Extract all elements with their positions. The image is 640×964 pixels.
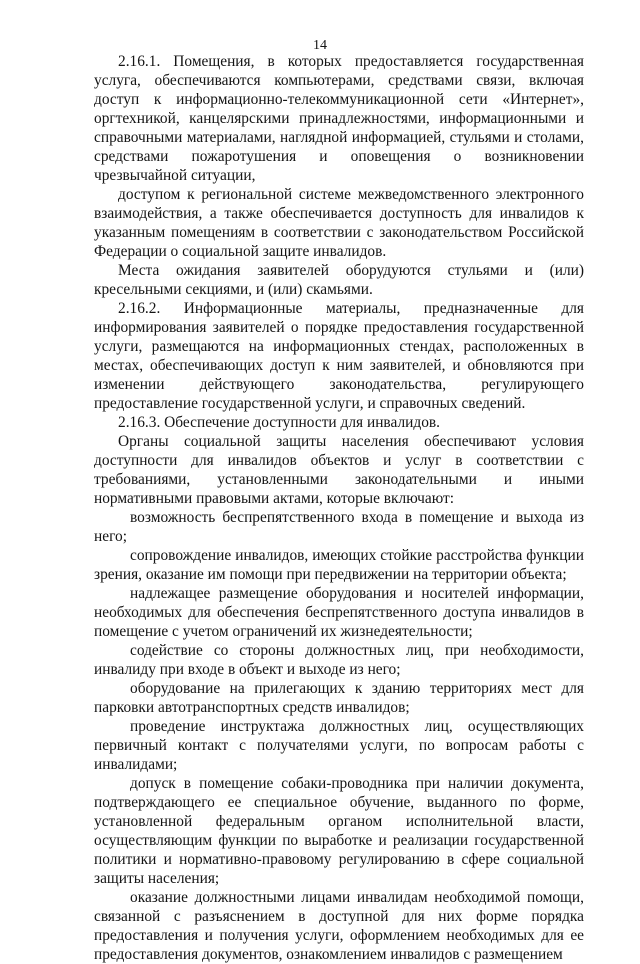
- paragraph: оказание должностными лицами инвалидам необходимой помощи, связанной с разъяснением в доступной для них форме порядка предоставления и получения услуги, оформлением необходимых для ее предоставления документов, ознакомлением инвалидов с размещением: [94, 889, 584, 963]
- paragraph: 2.16.1. Помещения, в которых предоставляется государственная услуга, обеспечиваются компьютерами, средствами связи, включая доступ к информационно-телекоммуникационной сети «Интернет», оргтехникой, канцелярскими принадлежностями, информационными и справочными материалами, наглядной информацией, стульями и столами, средствами пожаротушения и оповещения о возникновении чрезвычайной ситуации,: [94, 53, 584, 184]
- paragraph: оборудование на прилегающих к зданию территориях мест для парковки автотранспортных средств инвалидов;: [94, 680, 584, 716]
- paragraph: содействие со стороны должностных лиц, при необходимости, инвалиду при входе в объект и выходе из него;: [94, 642, 584, 678]
- paragraph: возможность беспрепятственного входа в помещение и выхода из него;: [94, 509, 584, 545]
- paragraph: допуск в помещение собаки-проводника при наличии документа, подтверждающего ее специальное обучение, выданного по форме, установленной федеральным органом исполнительной власти, осуществляющим функции по выработке и реализации государственной политики и нормативно-правовому регулированию в сфере социальной защиты населения;: [94, 775, 584, 887]
- document-body: [94, 52, 584, 964]
- paragraph: надлежащее размещение оборудования и носителей информации, необходимых для обеспечения беспрепятственного доступа инвалидов в помещение с учетом ограничений их жизнедеятельности;: [94, 585, 584, 640]
- paragraph: Органы социальной защиты населения обеспечивают условия доступности для инвалидов объектов и услуг в соответствии с требованиями, установленными законодательными и иными нормативными правовыми актами, которые включают:: [94, 433, 584, 507]
- paragraph: сопровождение инвалидов, имеющих стойкие расстройства функции зрения, оказание им помощи при передвижении на территории объекта;: [94, 547, 584, 583]
- paragraph: проведение инструктажа должностных лиц, осуществляющих первичный контакт с получателями услуги, по вопросам работы с инвалидами;: [94, 718, 584, 773]
- paragraph: 2.16.3. Обеспечение доступности для инвалидов.: [118, 414, 441, 431]
- page-number: 14: [313, 38, 327, 53]
- paragraph: 2.16.2. Информационные материалы, предназначенные для информирования заявителей о порядке предоставления государственной услуги, размещаются на информационных стендах, расположенных в местах, обеспечивающих доступ к ним заявителей, и обновляются при изменении действующего законодательства, регулирующего предоставление государственной услуги, и справочных сведений.: [94, 300, 584, 412]
- paragraph: Места ожидания заявителей оборудуются стульями и (или) кресельными секциями, и (или) скамьями.: [94, 262, 584, 298]
- paragraph: доступом к региональной системе межведомственного электронного взаимодействия, а также обеспечивается доступность для инвалидов к указанным помещениям в соответствии с законодательством Российской Федерации о социальной защите инвалидов.: [94, 186, 584, 260]
